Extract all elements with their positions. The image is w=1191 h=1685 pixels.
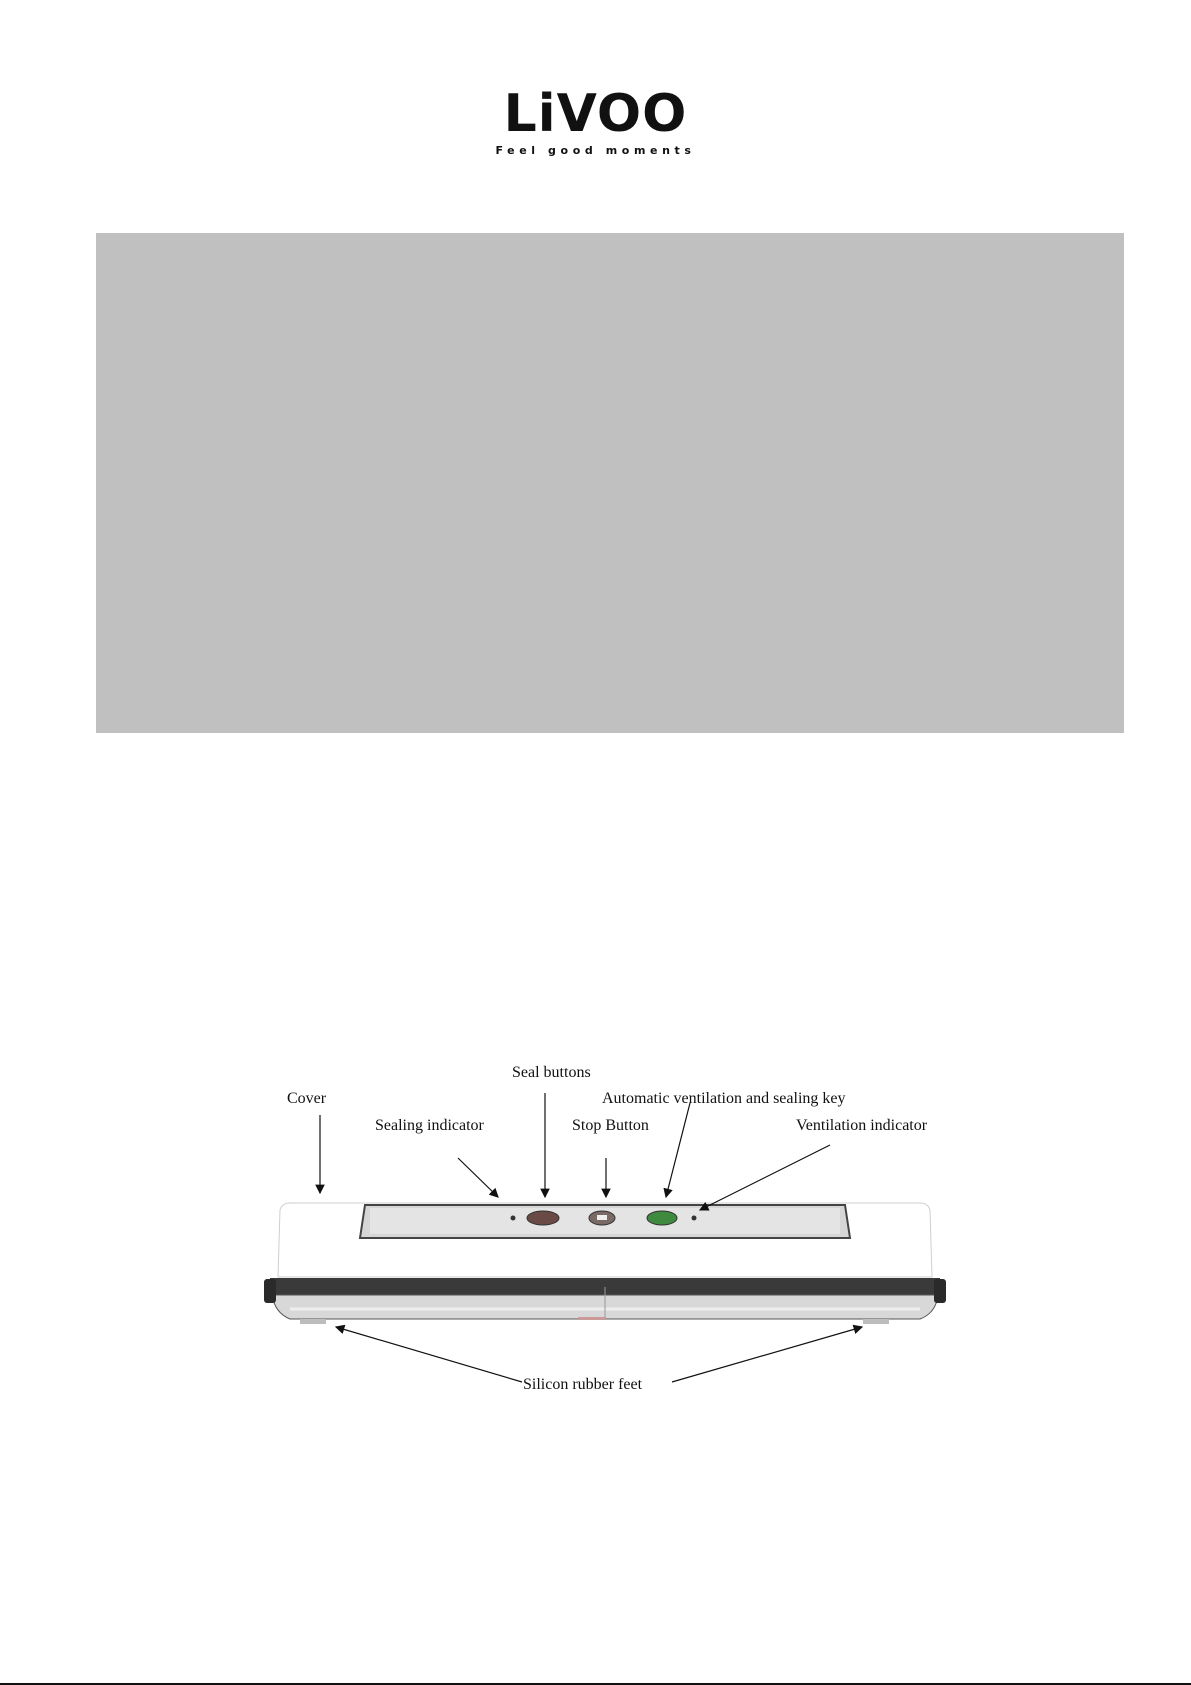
label-stop-button: Stop Button (572, 1117, 649, 1134)
label-auto-key: Automatic ventilation and sealing key (602, 1090, 846, 1107)
ventilation-indicator-led (692, 1216, 697, 1221)
label-seal-buttons: Seal buttons (512, 1064, 591, 1081)
label-cover: Cover (287, 1090, 327, 1107)
auto-key-button (647, 1211, 677, 1225)
brand-logo (0, 84, 1191, 157)
right-foot (863, 1319, 889, 1324)
seal-button (527, 1211, 559, 1225)
label-ventilation-indicator: Ventilation indicator (796, 1117, 928, 1134)
brand-wordmark: LiVOO (503, 84, 688, 144)
left-foot (300, 1319, 326, 1324)
product-diagram (260, 1055, 950, 1415)
sealing-indicator-led (511, 1216, 516, 1221)
label-sealing-indicator: Sealing indicator (375, 1117, 484, 1134)
image-placeholder (96, 233, 1124, 733)
vacuum-sealer-illustration (260, 1055, 950, 1415)
label-rubber-feet: Silicon rubber feet (523, 1376, 643, 1393)
brand-tagline: Feel good moments (495, 144, 696, 157)
